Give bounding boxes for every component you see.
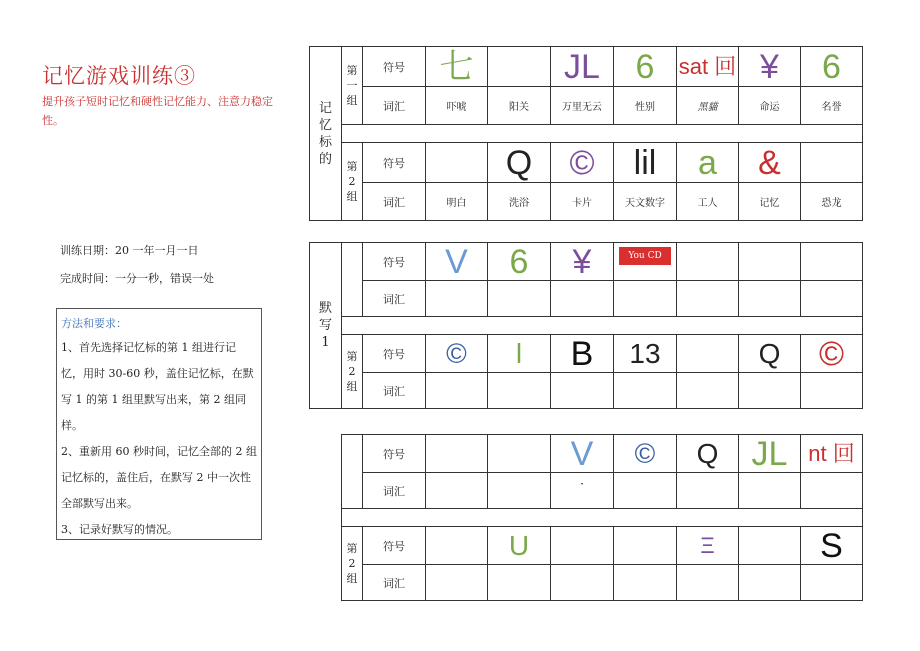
t2-g2-sym[interactable] (488, 335, 551, 373)
t3-g2-word[interactable] (426, 565, 488, 601)
symbol-glyph: Q (505, 143, 533, 182)
t2-g2-sym[interactable] (677, 335, 739, 373)
t2-g1-sym[interactable] (739, 243, 801, 281)
table1-group2-text: 第2组 (346, 160, 358, 203)
t1-g2-word: 卡片 (551, 183, 614, 221)
t3-g2-sym[interactable] (426, 527, 488, 565)
symbol-label: 符号 (363, 47, 426, 87)
symbol-label: 符号 (363, 435, 426, 473)
t2-g2-word[interactable] (488, 373, 551, 409)
t2-g2-sym[interactable] (551, 335, 614, 373)
t2-g2-sym[interactable] (614, 335, 677, 373)
t2-g1-word[interactable] (739, 281, 801, 317)
symbol-glyph: S (820, 526, 843, 565)
table2-side-label (310, 243, 342, 409)
symbol-glyph: ¥ (760, 47, 779, 86)
t1-g2-word: 记忆 (739, 183, 801, 221)
t3-g2-word[interactable] (488, 565, 551, 601)
table3-group1-label (342, 435, 363, 509)
t3-g2-word[interactable] (801, 565, 863, 601)
t3-g2-word[interactable] (739, 565, 801, 601)
t3-g2-word[interactable] (551, 565, 614, 601)
t2-g2-word[interactable] (801, 373, 863, 409)
t1-g1-sym (426, 47, 488, 87)
t1-g1-sym (801, 47, 863, 87)
t1-g2-word: 洗浴 (488, 183, 551, 221)
t3-g1-sym[interactable] (614, 435, 677, 473)
symbol-label: 符号 (363, 143, 426, 183)
symbol-glyph: © (569, 143, 595, 182)
method-item-1: 1、首先选择记忆标的第 1 组进行记忆，用时 30-60 秒，盖住记忆标，在默写 1 的第 1 组里默写出来，第 2 组同样。 (61, 341, 254, 432)
page-title: 记忆游戏训练③ (42, 64, 196, 88)
t1-g2-sym (551, 143, 614, 183)
symbol-glyph: nt 回 (808, 440, 855, 466)
symbol-glyph: © (446, 337, 467, 369)
t3-g2-word[interactable] (614, 565, 677, 601)
symbol-glyph: B (570, 334, 594, 373)
t3-g1-word[interactable] (677, 473, 739, 509)
word-label: 词汇 (363, 281, 426, 317)
symbol-glyph: You CD (619, 247, 671, 265)
t2-g1-word[interactable] (677, 281, 739, 317)
t1-g1-word: 万里无云 (551, 87, 614, 125)
t2-g2-sym[interactable] (739, 335, 801, 373)
t3-g2-sym[interactable] (801, 527, 863, 565)
t2-g2-word[interactable] (614, 373, 677, 409)
symbol-glyph: V (570, 434, 594, 473)
t1-g1-word: 黑貓 (677, 87, 739, 125)
training-date: 训练日期：20 一年一月一日 (60, 244, 199, 257)
t3-g2-sym[interactable] (614, 527, 677, 565)
table2-group2-label (342, 335, 363, 409)
table2-group2-text: 第2组 (346, 350, 358, 393)
symbol-glyph: sat 回 (678, 53, 737, 79)
t3-g1-sym[interactable] (677, 435, 739, 473)
method-item-2: 2、重新用 60 秒时间，记忆全部的 2 组记忆标的，盖住后，在默写 2 中一次性全部默写出来。 (61, 445, 257, 510)
t2-g1-sym[interactable] (614, 243, 677, 281)
t2-g1-sym[interactable] (488, 243, 551, 281)
t3-g1-sym[interactable] (739, 435, 801, 473)
dictation-1-table (309, 242, 863, 409)
symbol-label: 符号 (363, 335, 426, 373)
dictation-2-table (341, 434, 863, 601)
t2-g1-word[interactable] (551, 281, 614, 317)
t3-g1-word[interactable] (426, 473, 488, 509)
symbol-label: 符号 (363, 527, 426, 565)
method-item-3: 3、记录好默写的情况。 (61, 523, 178, 536)
table3-group2-label (342, 527, 363, 601)
table1-group1-label (342, 47, 363, 125)
t2-g2-word[interactable] (426, 373, 488, 409)
t1-g2-sym (739, 143, 801, 183)
t2-g2-sym[interactable] (426, 335, 488, 373)
t1-g2-sym (801, 143, 863, 183)
table1-side-label (310, 47, 342, 221)
completion-time: 完成时间：一分一秒，错误一处 (60, 272, 214, 285)
t3-g1-sym[interactable] (426, 435, 488, 473)
word-label: 词汇 (363, 87, 426, 125)
table3-group2-text: 第2组 (346, 542, 358, 585)
table1-side-text: 记忆标的 (318, 100, 332, 167)
table1-group2-label (342, 143, 363, 221)
t1-g1-sym (488, 47, 551, 87)
method-box (56, 308, 262, 540)
symbol-label: 符号 (363, 243, 426, 281)
t2-g1-sym[interactable] (801, 243, 863, 281)
t1-g2-word: 天文数字 (614, 183, 677, 221)
t3-g1-word[interactable] (551, 473, 614, 509)
t2-g1-word[interactable] (614, 281, 677, 317)
t1-g1-sym (739, 47, 801, 87)
t2-g2-word[interactable] (677, 373, 739, 409)
t3-g2-sym[interactable] (739, 527, 801, 565)
symbol-glyph: a (698, 143, 717, 182)
t2-g1-sym[interactable] (677, 243, 739, 281)
t3-g2-sym[interactable] (677, 527, 739, 565)
symbol-glyph: JL (564, 47, 600, 86)
t1-g2-sym (614, 143, 677, 183)
t2-g1-sym[interactable] (551, 243, 614, 281)
t1-g2-sym (426, 143, 488, 183)
word-label: 词汇 (363, 373, 426, 409)
t2-g1-sym[interactable] (426, 243, 488, 281)
t2-g2-sym[interactable] (801, 335, 863, 373)
memory-target-table (309, 46, 863, 221)
t2-g2-word[interactable] (551, 373, 614, 409)
t3-g1-sym[interactable] (801, 435, 863, 473)
symbol-glyph: l (515, 337, 523, 369)
table1-group1-text: 第一组 (346, 64, 358, 107)
t1-g1-word: 吓唬 (426, 87, 488, 125)
symbol-glyph: V (445, 242, 468, 281)
symbol-glyph: Ξ (700, 532, 715, 558)
t1-g1-sym (677, 47, 739, 87)
t3-g2-word[interactable] (677, 565, 739, 601)
symbol-glyph: 七 (439, 47, 474, 86)
symbol-glyph: & (758, 143, 781, 182)
word-label: 词汇 (363, 473, 426, 509)
table2-spacer (342, 317, 863, 335)
table1-spacer (342, 125, 863, 143)
t2-g1-word[interactable] (426, 281, 488, 317)
table3-spacer (342, 509, 863, 527)
symbol-glyph: Q (758, 337, 781, 369)
t3-g1-sym[interactable] (551, 435, 614, 473)
word-label: 词汇 (363, 183, 426, 221)
t1-g2-sym (677, 143, 739, 183)
t1-g1-sym (551, 47, 614, 87)
symbol-glyph: 6 (509, 242, 529, 281)
word-label: 词汇 (363, 565, 426, 601)
t1-g1-word: 性别 (614, 87, 677, 125)
symbol-glyph: 6 (635, 47, 655, 86)
symbol-glyph: 13 (629, 337, 661, 369)
symbol-glyph: JL (751, 434, 788, 473)
t2-g1-word[interactable] (488, 281, 551, 317)
t2-g2-word[interactable] (739, 373, 801, 409)
t3-g1-word[interactable] (488, 473, 551, 509)
page-subtitle: 提升孩子短时记忆和硬性记忆能力、注意力稳定性。 (42, 95, 273, 127)
symbol-glyph: © (818, 334, 845, 373)
symbol-glyph: © (634, 437, 656, 469)
t3-g1-word[interactable] (614, 473, 677, 509)
t1-g1-word: 名誉 (801, 87, 863, 125)
word-mark: · (580, 477, 584, 491)
symbol-glyph: U (508, 529, 530, 561)
symbol-glyph: lil (633, 143, 657, 182)
t3-g1-sym[interactable] (488, 435, 551, 473)
table2-group1-label (342, 243, 363, 317)
symbol-glyph: ¥ (572, 242, 592, 281)
t1-g1-sym (614, 47, 677, 87)
t2-g1-word[interactable] (801, 281, 863, 317)
method-title: 方法和要求： (61, 317, 127, 330)
t1-g2-word: 明白 (426, 183, 488, 221)
t1-g1-word: 阳关 (488, 87, 551, 125)
t1-g2-sym (488, 143, 551, 183)
t3-g1-word[interactable] (801, 473, 863, 509)
t1-g1-word: 命运 (739, 87, 801, 125)
t1-g2-word: 工人 (677, 183, 739, 221)
symbol-glyph: 6 (822, 47, 841, 86)
t1-g2-word: 恐龙 (801, 183, 863, 221)
t3-g2-sym[interactable] (551, 527, 614, 565)
t3-g2-sym[interactable] (488, 527, 551, 565)
table2-side-text: 默写1 (318, 301, 332, 350)
t3-g1-word[interactable] (739, 473, 801, 509)
symbol-glyph: Q (696, 437, 719, 469)
